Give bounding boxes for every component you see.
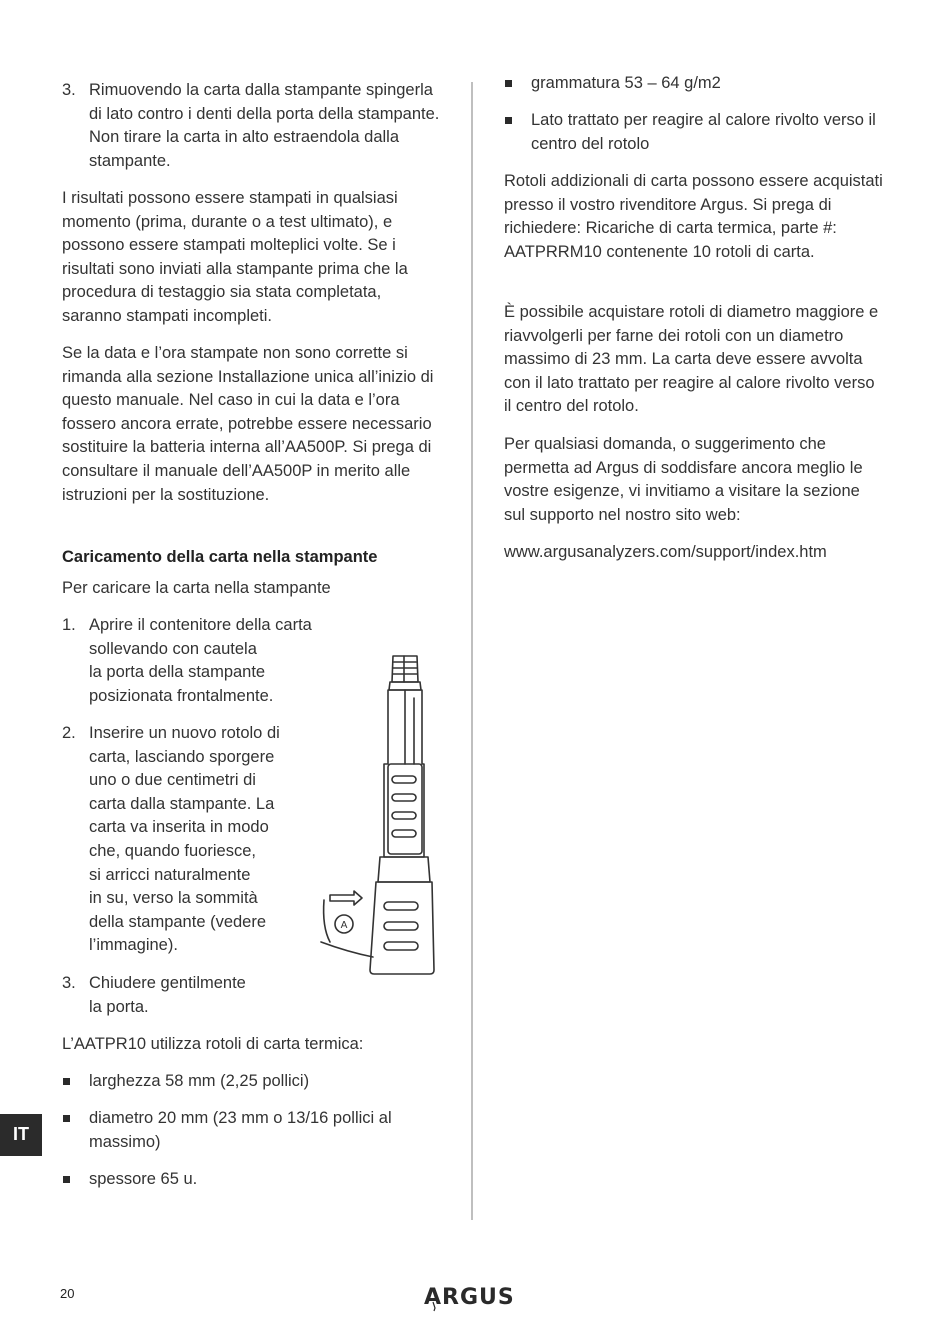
step-line: si arricci naturalmente: [89, 865, 251, 884]
spec-bullet-weight: [504, 72, 911, 96]
logo-wordmark: ARGUS: [424, 1285, 515, 1310]
intro-text: Per caricare la carta nella stampante: [62, 579, 331, 597]
printer-body: [384, 690, 424, 857]
step-line: carta dalla stampante. La: [89, 794, 275, 813]
step-number: 2.: [62, 724, 76, 742]
step-line: Chiudere gentilmente: [89, 974, 246, 992]
results-paragraph: I risultati possono essere stampati in qualsiasi momento (prima, durante o a test ultimato), e possono essere stampati molteplici volte. Se i risultati sono inviati alla stampante prima che la procedura di testaggio sia stata completata, saranno stampati incompleti.: [62, 189, 408, 325]
step-line: Aprire il contenitore della carta: [89, 616, 312, 634]
step-text: Rimuovendo la carta dalla stampante spingerla di lato contro i denti della porta della stampante. Non tirare la carta in alto estraendola dalla stampante.: [89, 81, 440, 170]
printer-illustration: [318, 652, 444, 978]
step-line: l’immagine).: [89, 936, 178, 955]
step-line: la porta.: [89, 997, 149, 1016]
step-number: 3.: [62, 81, 76, 99]
step-line: della stampante (vedere: [89, 912, 267, 931]
bullet-square: [63, 1115, 70, 1122]
date-time-paragraph: Se la data e l’ora stampate non sono corrette si rimanda alla sezione Installazione unica all’inizio di questo manuale. Nel caso in cui la data e l’ora fossero ancora errate, potrebbe essere necessario sostituire la batteria interna all’AA500P. Si prega di consultare il manuale dell’AA500P in merito alle istruzioni per la sostituzione.: [62, 344, 434, 504]
language-tab: IT: [0, 1114, 42, 1156]
bullet-text: larghezza 58 mm (2,25 pollici): [89, 1072, 310, 1090]
step-3-close-door: [62, 972, 329, 1019]
additional-rolls-paragraph: Rotoli addizionali di carta possono essere acquistati presso il vostro rivenditore Argus. Si prega di richiedere: Ricariche di carta termica, parte #: AATPRRM10 contenente 10 rotoli di carta.: [504, 172, 883, 261]
page-number: 20: [60, 1286, 75, 1301]
bullet-square: [505, 117, 512, 124]
bullet-square: [63, 1176, 70, 1183]
step-line: uno o due centimetri di: [89, 771, 256, 790]
step-line: carta, lasciando sporgere: [89, 747, 275, 766]
step-number: 3.: [62, 974, 76, 992]
step-3-remove-paper: [62, 79, 449, 173]
step-line: in su, verso la sommità: [89, 889, 258, 908]
argus-logo: [424, 1284, 524, 1312]
step-line: posizionata frontalmente.: [89, 686, 274, 705]
step-line: che, quando fuoriesce,: [89, 841, 256, 860]
step-2-insert-roll: [62, 722, 349, 958]
printer-base: [370, 882, 434, 974]
bullet-square: [63, 1078, 70, 1085]
spec-bullet-thickness: [62, 1168, 459, 1192]
larger-rolls-paragraph: È possibile acquistare rotoli di diametro maggiore e riavvolgerli per farne dei rotoli con un diametro massimo di 23 mm. La carta deve essere avvolta con il lato trattato per reagire al calore rivolto verso il centro del rotolo.: [504, 303, 879, 416]
bullet-text: grammatura 53 – 64 g/m2: [531, 74, 721, 92]
bullet-text: Lato trattato per reagire al calore rivolto verso il centro del rotolo: [531, 111, 876, 153]
insert-arrow-icon: [330, 891, 362, 905]
spec-bullet-width: [62, 1070, 459, 1094]
svg-text:A: A: [340, 920, 348, 931]
support-url: www.argusanalyzers.com/support/index.htm: [504, 543, 827, 561]
section-heading: Caricamento della carta nella stampante: [62, 548, 378, 566]
paper-spec-intro: L’AATPR10 utilizza rotoli di carta termica:: [62, 1035, 364, 1053]
column-divider: [471, 82, 473, 1220]
step-number: 1.: [62, 616, 76, 634]
support-paragraph: Per qualsiasi domanda, o suggerimento che permetta ad Argus di soddisfare ancora meglio le vostre esigenze, vi invitiamo a visitare la sezione sul supporto nel nostro sito web:: [504, 435, 863, 524]
step-line: sollevando con cautela: [89, 639, 257, 658]
step-line: la porta della stampante: [89, 663, 266, 682]
bullet-square: [505, 80, 512, 87]
step-line: Inserire un nuovo rotolo di: [89, 724, 280, 742]
bullet-text: diametro 20 mm (23 mm o 13/16 pollici al massimo): [89, 1109, 392, 1151]
step-line: carta va inserita in modo: [89, 818, 269, 837]
bullet-text: spessore 65 u.: [89, 1170, 198, 1188]
spec-bullet-diameter: [62, 1107, 459, 1154]
spec-bullet-treated-side: [504, 109, 891, 156]
printer-tip: [392, 656, 418, 682]
